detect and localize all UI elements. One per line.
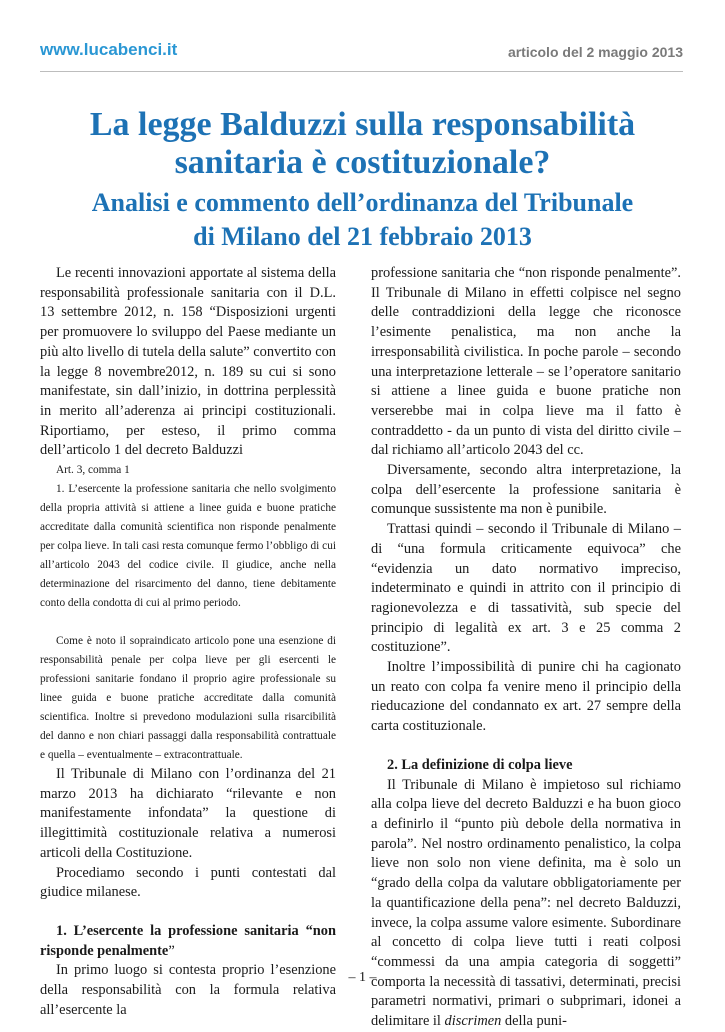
primo-luogo-paragraph: In primo luogo si contesta proprio l’esenzione della responsabilità con la formula relativa all’esercente la	[40, 962, 336, 1018]
spacer	[371, 737, 681, 756]
section-heading-1-text: 1. L’esercente la professione sanitaria “non risponde penalmente	[40, 922, 336, 959]
commentary-note: Come è noto il sopraindicato articolo pone una esenzione di responsabilità penale per colpa lieve per gli esercenti le professioni sanitarie fondano il proprio agire professionale su linee guida e buone pratiche accreditate dalla comunità scientifica. Inoltre si prevedono modulazioni sulla risarcibilità del danno e non chiari passaggi dalla responsabilità contrattuale e quella – eventualmente – extracontrattuale.	[40, 635, 336, 762]
procediamo-paragraph: Procediamo secondo i punti contestati dal giudice milanese.	[40, 864, 336, 901]
trattasi-paragraph: Trattasi quindi – secondo il Tribunale di Milano – di “una formula criticamente equivoca” che “evidenzia un dato normativo impreciso, indeterminato e quindi in attrito con il principio di ragionevolezza e di tassatività, sub specie del principio di legalità ex art. 3 e 25 comma 2 costituzione”.	[371, 521, 681, 656]
diversamente-paragraph: Diversamente, secondo altra interpretazione, la colpa dell’esercente la professione sanitaria è comunque sussistente ma non è punibile.	[371, 462, 681, 518]
section-heading-1-tail: ”	[168, 942, 175, 959]
tribunale-paragraph: Il Tribunale di Milano con l’ordinanza del 21 marzo 2013 ha dichiarato “rilevante e non manifestamente infondata” la questione di illegittimità costituzionale relativa a numerosi articoli della Costituzione.	[40, 766, 336, 861]
colpa-lieve-tail: della puni-	[504, 1013, 567, 1030]
left-column	[40, 264, 336, 1020]
section-heading-2: 2. La definizione di colpa lieve	[387, 756, 573, 773]
subtitle	[30, 186, 695, 254]
article-date: articolo del 2 maggio 2013	[507, 44, 683, 60]
discrimen-term: discrimen	[444, 1013, 502, 1030]
header-divider	[40, 71, 683, 72]
spacer	[40, 613, 336, 632]
page-number: – 1 –	[348, 970, 377, 985]
intro-paragraph: Le recenti innovazioni apportate al sistema della responsabilità professionale sanitaria con il D.L. 13 settembre 2012, n. 158 “Disposizioni urgenti per promuovere lo sviluppo del Paese mediante un più alto livello di tutela della salute” convertito con la legge 8 novembre2012, n. 189 su cui si sono manifestate, sin dall’inizio, in dottrina perplessità in merito all’aderenza ai principi costituzionali. Riportiamo, per esteso, il primo comma dell’articolo 1 del decreto Balduzzi	[40, 265, 336, 459]
main-title-line2: sanitaria è costituzionale?	[174, 144, 551, 181]
title-block	[30, 106, 695, 254]
main-title	[30, 106, 695, 182]
quote-text: 1. L’esercente la professione sanitaria che nello svolgimento della propria attività si attiene a linee guida e buone pratiche accreditate dalla comunità scientifica non risponde penalmente per colpa lieve. In tali casi resta comunque fermo l’obbligo di cui all’articolo 2043 del codice civile. Il giudice, anche nella determinazione del risarcimento del danno, tiene debitamente conto della condotta di cui al primo periodo.	[40, 483, 336, 610]
colpa-lieve-text: Il Tribunale di Milano è impietoso sul richiamo alla colpa lieve del decreto Balduzzi e ha buon gioco a definirlo il “punto più debole della normativa in parola”. Nel nostro ordinamento penalistico, la colpa lieve non solo non viene definita, ma è solo un “grado della colpa da valutare obbligatoriamente per la quantificazione della pena”: nel decreto Balduzzi, invece, la colpa assume valore esimente. Subordinare al concetto di colpa lieve tutti i reati colposi “commessi da una ampia categoria di soggetti” comporta la necessità di tassativi, determinati, precisi parametri normativi, primari o subprimari, idonei a delimitare il	[371, 776, 681, 1030]
inoltre-paragraph: Inoltre l’impossibilità di punire chi ha cagionato un reato con colpa fa venire meno il principio della rieducazione del condannato ex art. 27 sempre della carta costituzionale.	[371, 659, 681, 735]
spacer	[40, 903, 336, 922]
right-column	[371, 264, 681, 1032]
continuation-paragraph: professione sanitaria che “non risponde penalmente”. Il Tribunale di Milano in effetti colpisce nel segno delle contraddizioni della legge che riconosce l’esimente penalistica, ma non anche la irresponsabilità civilistica. In poche parole – secondo una interpretazione letterale – se l’operatore sanitario si attiene a linee guida e buone pratiche non verserebbe mai in colpa lieve ma il fatto è contraddetto - da un punto di vista del diritto civile – dal richiamo all’articolo 2043 del cc.	[371, 265, 681, 459]
colpa-lieve-paragraph	[371, 776, 681, 1032]
subtitle-line2: di Milano del 21 febbraio 2013	[193, 222, 532, 251]
quote-reference: Art. 3, comma 1	[56, 464, 130, 477]
subtitle-line1: Analisi e commento dell’ordinanza del Tribunale	[91, 188, 634, 217]
site-url-link[interactable]: www.lucabenci.it	[40, 40, 178, 59]
section-heading-1	[40, 922, 336, 961]
main-title-line1: La legge Balduzzi sulla responsabilità	[89, 106, 636, 143]
